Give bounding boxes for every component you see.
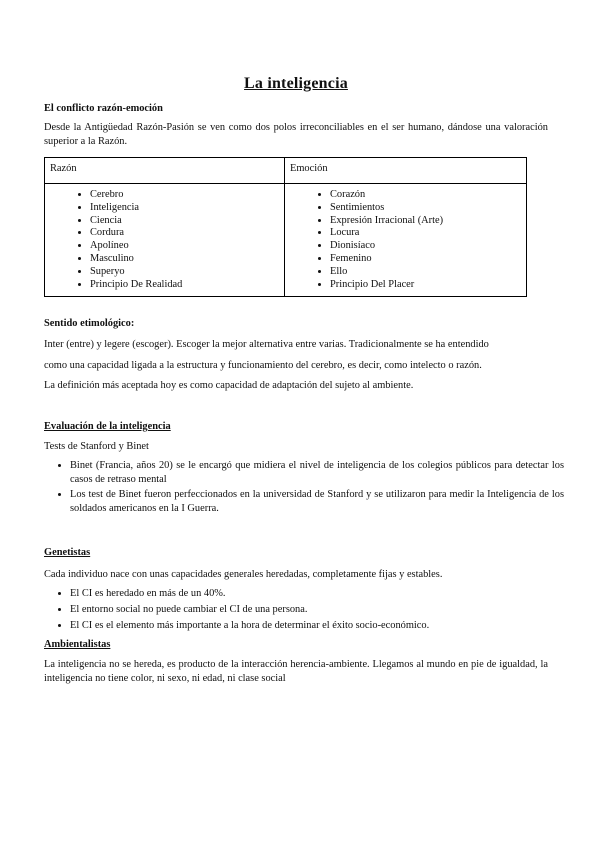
heading-genetistas: Genetistas — [44, 547, 91, 558]
list-item: • Principio De Realidad — [90, 279, 279, 292]
list-item: • Dionisíaco — [330, 240, 521, 253]
list-item: • Expresión Irracional (Arte) — [330, 215, 521, 228]
list-item: • Cordura — [90, 227, 279, 240]
page-title: La inteligencia — [244, 75, 348, 92]
genetistas-list — [54, 586, 564, 634]
emocion-list — [290, 189, 521, 291]
list-item: • Superyo — [90, 266, 279, 279]
list-item: • Masculino — [90, 253, 279, 266]
evaluacion-list — [54, 459, 564, 518]
heading-ambientalistas: Ambientalistas — [44, 639, 111, 650]
heading-evaluacion: Evaluación de la inteligencia — [44, 421, 171, 432]
list-item: • Los test de Binet fueron perfeccionados en la universidad de Stanford y se utilizaron para medir la Inteligencia de los soldados americanos en la I Guerra. — [70, 488, 564, 515]
comparison-table — [44, 157, 527, 297]
list-item: • El entorno social no puede cambiar el CI de una persona. — [70, 602, 564, 618]
list-item: • Binet (Francia, años 20) se le encargó que midiera el nivel de inteligencia de los colegios públicos para detectar los casos de retraso mental — [70, 459, 564, 486]
razon-cell — [45, 184, 285, 297]
list-item: • Principio Del Placer — [330, 279, 521, 292]
table-header-row — [45, 158, 527, 184]
list-item: • Locura — [330, 227, 521, 240]
razon-list — [50, 189, 279, 291]
header-emocion: Emoción — [285, 158, 527, 184]
emocion-cell — [285, 184, 527, 297]
heading-conflicto: El conflicto razón-emoción — [44, 103, 163, 114]
list-item: • Femenino — [330, 253, 521, 266]
etimologico-line-1: Inter (entre) y legere (escoger). Escoger la mejor alternativa entre varias. Tradicionalmente se ha entendido — [44, 339, 489, 350]
list-item: • Cerebro — [90, 189, 279, 202]
table-body-row — [45, 184, 527, 297]
list-item: • Apolíneo — [90, 240, 279, 253]
list-item: • Ciencia — [90, 215, 279, 228]
etimologico-line-2: como una capacidad ligada a la estructura y funcionamiento del cerebro, es decir, como intelecto o razón. — [44, 360, 482, 371]
list-item: • Corazón — [330, 189, 521, 202]
list-item: • Ello — [330, 266, 521, 279]
list-item: • El CI es el elemento más importante a la hora de determinar el éxito socio-económico. — [70, 618, 564, 634]
list-item: • Inteligencia — [90, 202, 279, 215]
list-item: • El CI es heredado en más de un 40%. — [70, 586, 564, 602]
paragraph-ambientalistas: La inteligencia no se hereda, es producto de la interacción herencia-ambiente. Llegamos al mundo en pie de igualdad, la inteligencia no tiene color, ni sexo, ni edad, ni clase social — [44, 659, 548, 684]
etimologico-line-3: La definición más aceptada hoy es como capacidad de adaptación del sujeto al ambiente. — [44, 380, 414, 391]
header-razon: Razón — [45, 158, 285, 184]
list-item: • Sentimientos — [330, 202, 521, 215]
genetistas-text: Cada individuo nace con unas capacidades generales heredadas, completamente fijas y estables. — [44, 569, 443, 580]
evaluacion-subtitle: Tests de Stanford y Binet — [44, 441, 149, 452]
paragraph-conflicto: Desde la Antigüedad Razón-Pasión se ven como dos polos irreconciliables en el ser humano, dándose una valoración superior a la Razón. — [44, 122, 548, 147]
heading-etimologico: Sentido etimológico: — [44, 318, 135, 329]
